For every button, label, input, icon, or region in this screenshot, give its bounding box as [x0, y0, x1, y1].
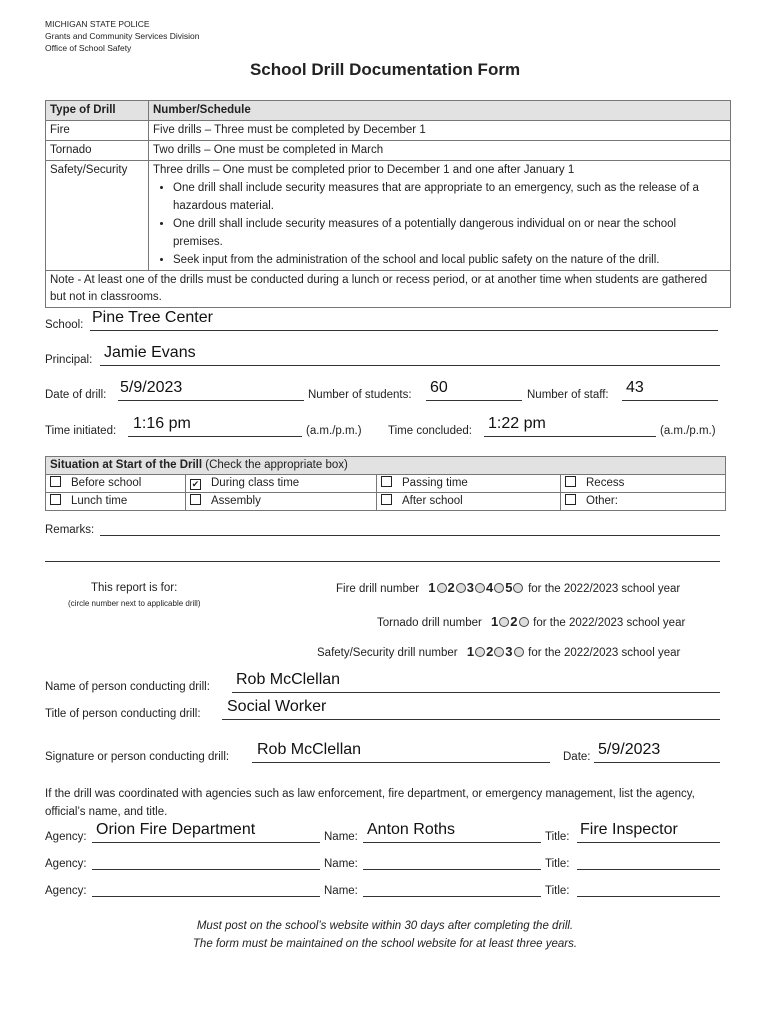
students-line	[426, 400, 522, 401]
drill-requirements-table	[45, 100, 731, 308]
circle-note: (circle number next to applicable drill)	[68, 599, 201, 608]
official-title-label: Title:	[545, 858, 570, 870]
safety-bullet-2: • One drill shall include security measures of a potentially dangerous individual on or near the school premises.	[173, 215, 726, 251]
safety-year-text: for the 2022/2023 school year	[528, 647, 681, 659]
official-name-label: Name:	[324, 831, 358, 843]
checkbox[interactable]	[381, 476, 392, 487]
opt-label: Before school	[71, 477, 142, 489]
opt-label: After school	[402, 495, 463, 507]
circle-icon	[475, 647, 485, 657]
school-line	[90, 330, 718, 331]
conductor-name-field[interactable]: Rob McClellan	[236, 671, 341, 688]
school-label: School:	[45, 319, 84, 331]
staff-line	[622, 400, 718, 401]
official-title-label: Title:	[545, 885, 570, 897]
tornado-drill-row	[377, 614, 685, 629]
num-2[interactable]: 2	[510, 614, 518, 629]
concluded-field[interactable]: 1:22 pm	[488, 415, 546, 432]
situation-table	[45, 456, 726, 511]
fire-type: Fire	[46, 121, 149, 141]
official-name-line	[363, 842, 541, 843]
fire-drill-label: Fire drill number	[336, 583, 420, 595]
opt-other[interactable]	[561, 493, 726, 511]
opt-lunch-time[interactable]	[46, 493, 186, 511]
opt-label: During class time	[211, 477, 300, 489]
header-line-3: Office of School Safety	[45, 43, 132, 53]
conductor-name-label: Name of person conducting drill:	[45, 681, 210, 693]
tornado-drill-numbers[interactable]	[491, 614, 533, 629]
num-3[interactable]: 3	[466, 580, 474, 595]
num-1[interactable]: 1	[491, 614, 499, 629]
circle-icon	[494, 647, 504, 657]
conductor-name-line	[232, 692, 720, 693]
num-2[interactable]: 2	[486, 644, 494, 659]
remarks-label: Remarks:	[45, 524, 95, 536]
opt-label: Assembly	[211, 495, 261, 507]
sig-date-field[interactable]: 5/9/2023	[598, 741, 661, 758]
opt-passing-time[interactable]	[377, 475, 561, 493]
checkbox[interactable]	[50, 476, 61, 487]
fire-drill-numbers[interactable]	[428, 580, 528, 595]
principal-field[interactable]: Jamie Evans	[104, 344, 196, 361]
tornado-schedule: Two drills – One must be completed in March	[149, 141, 731, 161]
official-title-line	[577, 842, 720, 843]
date-line	[118, 400, 304, 401]
situation-note: (Check the appropriate box)	[205, 459, 348, 471]
opt-label: Recess	[586, 477, 625, 489]
date-label: Date of drill:	[45, 389, 107, 401]
checkbox-checked[interactable]: ✔	[191, 479, 200, 489]
principal-label: Principal:	[45, 354, 93, 366]
signature-label: Signature or person conducting drill:	[45, 751, 230, 763]
students-label: Number of students:	[308, 389, 412, 401]
drill-note: Note - At least one of the drills must be conducted during a lunch or recess period, or at another time when students are gathered but not in classrooms.	[46, 271, 731, 308]
conductor-title-line	[222, 719, 720, 720]
official-name-line[interactable]	[363, 869, 541, 870]
remarks-line-2[interactable]	[45, 561, 720, 562]
staff-field[interactable]: 43	[626, 379, 644, 396]
safety-schedule	[149, 161, 731, 271]
circle-icon	[499, 617, 509, 627]
initiated-label: Time initiated:	[45, 425, 117, 437]
official-title-line[interactable]	[577, 869, 720, 870]
agency-intro: If the drill was coordinated with agencies such as law enforcement, fire department, or emergency management, list the agency, official’s name, and title.	[45, 788, 695, 818]
footer-note	[0, 917, 770, 953]
header-line-1: MICHIGAN STATE POLICE	[45, 19, 150, 29]
safety-drill-numbers[interactable]	[467, 644, 528, 659]
opt-label: Passing time	[402, 477, 468, 489]
ampm-2: (a.m./p.m.)	[660, 425, 716, 437]
form-title: School Drill Documentation Form	[249, 60, 521, 79]
agency-line[interactable]	[92, 896, 320, 897]
initiated-line	[128, 436, 302, 437]
num-3[interactable]: 3	[505, 644, 513, 659]
official-title-field[interactable]: Fire Inspector	[580, 821, 678, 838]
agency-header	[45, 18, 199, 54]
safety-bullets	[153, 179, 726, 269]
sig-date-line	[594, 762, 720, 763]
circle-icon	[519, 617, 529, 627]
official-title-label: Title:	[545, 831, 570, 843]
situation-header	[46, 457, 726, 475]
agency-label: Agency:	[45, 831, 87, 843]
num-1[interactable]: 1	[428, 580, 436, 595]
opt-during-class[interactable]	[186, 475, 377, 493]
opt-after-school[interactable]	[377, 493, 561, 511]
fire-drill-row	[336, 580, 680, 595]
header-line-2: Grants and Community Services Division	[45, 31, 200, 41]
num-2[interactable]: 2	[447, 580, 455, 595]
opt-label: Lunch time	[71, 495, 128, 507]
circle-icon	[514, 647, 524, 657]
opt-assembly[interactable]	[186, 493, 377, 511]
agency-label: Agency:	[45, 885, 87, 897]
agency-line	[92, 842, 320, 843]
official-name-label: Name:	[324, 885, 358, 897]
concluded-line	[484, 436, 656, 437]
staff-label: Number of staff:	[527, 389, 609, 401]
school-field[interactable]: Pine Tree Center	[92, 309, 213, 326]
agency-label: Agency:	[45, 858, 87, 870]
fire-year-text: for the 2022/2023 school year	[528, 583, 681, 595]
circle-icon	[513, 583, 523, 593]
report-for-label: This report is for:	[91, 582, 178, 594]
footer-line-2: The form must be maintained on the school website for at least three years.	[192, 938, 578, 950]
official-title-line[interactable]	[577, 896, 720, 897]
official-name-line[interactable]	[363, 896, 541, 897]
opt-before-school[interactable]	[46, 475, 186, 493]
circle-icon	[456, 583, 466, 593]
concluded-label: Time concluded:	[388, 425, 472, 437]
remarks-line-1[interactable]	[100, 535, 720, 536]
conductor-title-field[interactable]: Social Worker	[227, 698, 327, 715]
num-4[interactable]: 4	[485, 580, 494, 595]
sig-date-label: Date:	[563, 751, 591, 763]
agency-field[interactable]: Orion Fire Department	[96, 821, 256, 838]
signature-line	[252, 762, 550, 763]
principal-line	[100, 365, 720, 366]
tornado-type: Tornado	[46, 141, 149, 161]
tornado-year-text: for the 2022/2023 school year	[533, 617, 686, 629]
checkbox[interactable]	[50, 494, 61, 505]
safety-bullet-3: • Seek input from the administration of the school and local public safety on the nature of the drill.	[173, 251, 726, 269]
agency-line[interactable]	[92, 869, 320, 870]
initiated-field[interactable]: 1:16 pm	[133, 415, 191, 432]
tornado-drill-label: Tornado drill number	[377, 617, 482, 629]
circle-icon	[494, 583, 504, 593]
conductor-title-label: Title of person conducting drill:	[45, 708, 201, 720]
students-field[interactable]: 60	[430, 379, 448, 396]
safety-bullet-1: • One drill shall include security measures that are appropriate to an emergency, such as the release of a hazardous material.	[173, 179, 726, 215]
opt-recess[interactable]	[561, 475, 726, 493]
official-name-label: Name:	[324, 858, 358, 870]
num-1[interactable]: 1	[466, 644, 475, 659]
checkbox[interactable]	[565, 476, 576, 487]
col-schedule-header: Number/Schedule	[149, 101, 731, 121]
safety-drill-label: Safety/Security drill number	[317, 647, 458, 659]
signature-field[interactable]: Rob McClellan	[257, 741, 362, 758]
date-field[interactable]: 5/9/2023	[120, 379, 183, 396]
opt-label: Other:	[586, 495, 618, 507]
safety-type: Safety/Security	[46, 161, 149, 271]
situation-title: Situation at Start of the Drill	[50, 459, 203, 471]
footer-line-1: Must post on the school’s website within 30 days after completing the drill.	[196, 920, 574, 932]
checkbox[interactable]	[190, 494, 201, 505]
checkbox[interactable]	[381, 494, 392, 505]
official-name-field[interactable]: Anton Roths	[367, 821, 456, 838]
ampm-1: (a.m./p.m.)	[306, 425, 362, 437]
safety-drill-row	[317, 644, 680, 659]
checkbox[interactable]	[565, 494, 576, 505]
fire-schedule: Five drills – Three must be completed by December 1	[149, 121, 731, 141]
num-5[interactable]: 5	[505, 580, 513, 595]
circle-icon	[437, 583, 447, 593]
safety-schedule-text: Three drills – One must be completed prior to December 1 and one after January 1	[153, 164, 575, 176]
circle-icon	[475, 583, 485, 593]
col-type-header: Type of Drill	[46, 101, 149, 121]
